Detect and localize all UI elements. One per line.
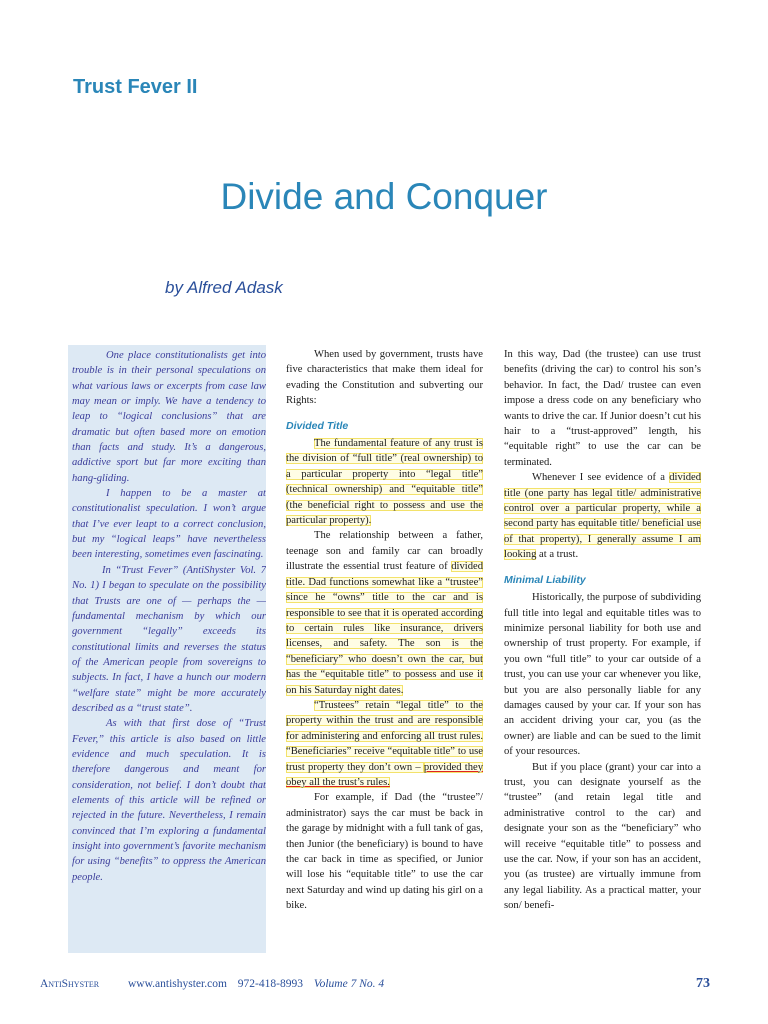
sidebar-paragraph: One place constitutionalists get into trouble is in their personal speculations on what various laws or excerpts from case law may mean or imply. We have a tendency to leap to “logical conclusions” that are dramatic but often based more on emotion than facts and study. It’s a dangerous, addictive sport but far more exciting than hang-gliding.	[72, 350, 266, 484]
intro-paragraph: When used by government, trusts have five characteristics that make them ideal for evading the Constitution and subverting our Rights:	[286, 349, 483, 407]
phone-number: 972-418-8993	[237, 978, 303, 990]
highlighted-passage: divided title. Dad functions somewhat like a “trustee” since he “owns” title to the car and is responsible to see that it is operated according to certain rules like insurance, drivers licenses, and safety. The son is the “beneficiary” who doesn’t own the car, but has the “equitable title” to possess and use it on his Saturday night dates.	[286, 561, 483, 696]
body-paragraph: But if you place (grant) your car into a trust, you can designate yourself as the “trustee” (and retain legal title and administrative control to the car) and designate your son as the “beneficiary” who will receive “equitable title” to possess and use the car. Now, if your son has an accident, you (as trustee) are virtually immune from any legal liability. As a practical matter, your son/ benefi-	[504, 761, 701, 912]
highlighted-passage: “Trustees” retain “legal title” to the property within the trust and are responsible for administering and enforcing all trust rules. “Beneficiaries” receive “equitable title” to use trust property they don’t own –	[286, 699, 483, 773]
body-paragraph	[504, 470, 701, 562]
body-paragraph	[286, 698, 483, 790]
body-paragraph	[286, 528, 483, 697]
footer-info	[128, 978, 392, 990]
highlighted-passage: divided title (one party has legal title/ administrative control over a particular property, while a second party has equitable title/ beneficial use of that property), I generally assume I am looking	[504, 472, 701, 561]
section-heading-divided-title: Divided Title	[286, 419, 349, 432]
article-title: Divide and Conquer	[220, 176, 548, 217]
body-paragraph	[286, 436, 483, 528]
plain-passage: Whenever I see evidence of a	[532, 472, 670, 484]
plain-passage: at a trust.	[536, 549, 579, 561]
sidebar-paragraph: I happen to be a master at constitutionalist speculation. I won’t argue that I’ve ever leapt to a correct conclusion, but my “logical leaps” have nevertheless been interesting, sometimes even fascinating.	[72, 488, 266, 561]
highlighted-passage: The fundamental feature of any trust is the division of “full title” (real ownership) to a particular property into “legal title” (technical ownership) and “equitable title” (the beneficial right to possess and use the particular property).	[286, 438, 483, 527]
article-byline: by Alfred Adask	[165, 278, 283, 297]
body-paragraph: Historically, the purpose of subdividing full title into legal and equitable titles was to minimize personal liability for both use and ownership of trust property. For example, if you own “full title” to your car outside of a trust, you can use your car whenever you like, but you are also personally liable for any damages caused by your car. If your son has an accident driving your car, you (as the owner) are liable and can be sued to the limit of your resources.	[504, 592, 701, 758]
intro-sidebar	[68, 345, 266, 953]
sidebar-paragraph: In “Trust Fever” (AntiShyster Vol. 7 No. 1) I began to speculate on the possibility that Trusts are one of — perhaps the — fundamental mechanism by which our government “legally” exceeds its constitutional limits and reverses the status of the American people from sovereigns to subjects. In fact, I have a hunch our modern “welfare state” might be more accurately described as a “trust state”.	[72, 564, 266, 714]
article-column-2	[286, 347, 483, 957]
sidebar-paragraph: As with that first dose of “Trust Fever,” this article is also based on little evidence and much speculation. It is therefore dangerous and meant for consideration, not belief. I don’t doubt that elements of this article will be refined or rejected in the future. Nevertheless, I remain convinced that I’m exploring a fundamental insight into government’s favorite mechanism for using “benefits” to oppress the American people.	[72, 718, 266, 883]
article-column-3	[504, 347, 701, 957]
plain-passage: The relationship between a father, teenage son and family car can broadly illustrate the essential trust feature of	[286, 530, 483, 573]
website-link[interactable]: www.antishyster.com	[128, 978, 227, 990]
volume-info: Volume 7 No. 4	[313, 978, 385, 990]
underlined-passage: provided they obey all the trust’s rules.	[286, 761, 483, 788]
body-paragraph: In this way, Dad (the trustee) can use trust benefits (driving the car) to control his son’s behavior. In fact, the Dad/ trustee can even impose a dress code on any beneficiary who wants to drive the car. If Junior doesn’t cut his hair to a “trust-approved” length, his “equitable right” to use the car can be terminated.	[504, 349, 701, 468]
page-footer	[40, 978, 710, 994]
body-paragraph: For example, if Dad (the “trustee”/ administrator) says the car must be back in the garage by midnight with a full tank of gas, then Junior (the beneficiary) is bound to have the car back in time as specified, or Junior will lose his “equitable title” to use the car next Saturday and wind up dating his girl on a bike.	[286, 792, 483, 912]
page-number: 73	[696, 976, 710, 991]
section-heading-minimal-liability: Minimal Liability	[504, 573, 586, 586]
magazine-brand: AntiShyster	[40, 978, 100, 990]
series-kicker: Trust Fever II	[73, 76, 198, 98]
